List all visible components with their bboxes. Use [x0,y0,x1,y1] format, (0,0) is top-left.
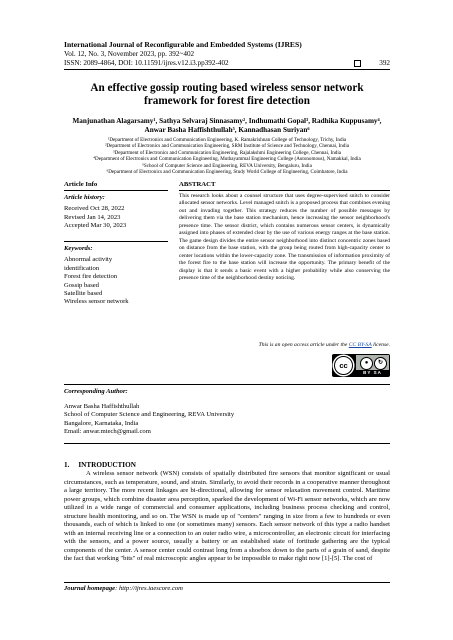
page-number-group [354,59,390,67]
received-date: Received Oct 28, 2022 [64,205,125,213]
cc-logo-icon: cc [334,356,353,375]
cc-by-sa-link[interactable]: CC BY-SA [348,342,372,348]
affiliation-item: ¹Department of Electronics and Communication Engineering, K. Ramakrishnan College of Technology, Trichy, India [107,137,347,143]
affiliations [64,137,390,175]
corresponding-city: Bangalore, Karnataka, India [64,419,139,427]
corresponding-dept: School of Computer Science and Engineering, REVA University [64,411,235,418]
journal-name: International Journal of Reconfigurable and Embedded Systems (IJRES) [64,40,302,49]
header-rule [64,69,390,70]
person-icon: ● [360,357,373,370]
journal-volume: Vol. 12, No. 3, November 2023, pp. 392~402 [64,50,195,58]
license-prefix: This is an open access article under the [258,342,349,348]
affiliation-item: ²Department of Electronics and Communication Engineering, SRM Institute of Science and Technology, Chennai, India [104,143,350,150]
article-info-heading: Article Info [64,181,98,188]
keywords-label: Keywords: [64,245,93,252]
issn-doi: ISSN: 2089-4864, DOI: 10.11591/ijres.v12.i3.pp392-402 [64,59,229,67]
history-rule [64,241,168,242]
keyword-item: Forest fire detection [64,273,118,281]
corresponding-label: Corresponding Author: [64,388,128,395]
keyword-item: identification [64,264,100,272]
history-label: Article history: [64,194,105,201]
affiliation-item: ⁵School of Computer Science and Engineering, REVA University, Bengaluru, India [142,162,312,169]
homepage-url[interactable]: : http://ijres.iaescore.com [115,585,183,592]
author-list: Manjunathan Alagarsamy¹, Sathya Selvaraj Sinnasamy², Indhumathi Gopal³, Radhika Kuppusamy⁴, Anwar Basha Haffishthullah⁵, Kannadhasan Suriyan⁶ [72,117,382,134]
keyword-item: Wireless sensor network [64,298,129,306]
keywords-block [64,245,168,307]
accepted-date: Accepted Mar 30, 2023 [64,222,127,230]
license-notice [179,342,390,348]
cc-sa-label: SA [373,370,382,375]
keyword-item: Satellite based [64,290,103,298]
cc-badge-panel [356,355,389,376]
paper-title: An effective gossip routing based wireless sensor network framework for forest fire detection [90,82,364,108]
intro-paragraph: A wireless sensor network (WSN) consists of spatially distributed fire sensors that monitor significant or usual circumstances, such as temperature, sound, and strain. Similarly, to avoid their records in a cooperative manner throughout a large territory. The more recent linkages are bi-directional, allowing for sensor relaxation movement control. Maritime power groups, which combine disaster area perception, sparked the development of Wi-Fi sensor networks, which are now utilized in a wide range of commercial and consumer applications, including business process checking and control, structure health monitoring, and so on. The WSN is made up of "centers" ranging in size from a few to hundreds or even thousands, each of which is linked to one (or sometimes many) sensors. Each sensor network of this type a radio handset with an internal receiving line or a connection to an outer radio wire, a microcontroller, an electronic circuit for interfacing with the sensors, and a power source, usually a battery or an established state of fortitude gathering are the typical components of the center. A sensor center could contrast long from a shoebox down to the parts of a grain of sand, despite the fact that working "bits" of real microscopic angles appear to be impossible to make right now [1]-[5]. The cost of [64,470,390,563]
keyword-item: Abnormal activity [64,256,113,264]
journal-homepage [64,585,183,592]
affiliation-item: ³Department of Electronics and Communication Engineering, Rajalakshmi Engineering College, Chennai, India [113,149,341,156]
abstract-text: This research looks about a counsel structure that uses degree-supervised snitch to consider allocated sensor networks. Level managed snitch is a proposed process that combines evening out and invading together. This strategy reduces the number of possible messages by delivering them via the base station mechanism, hence increasing the sensor neighborhood's presence time. The sensor district, which contains numerous sensor centers, is dynamically assigned into phases of extended clear by the use of various energy ranges at the base station. The game design divides the entire sensor neighborhood into distinct concentric zones based on distance from the base station, with the group being routed from high-capacity center to center locations within the lower-capacity zone. The transmission of information proximity of the forest fire to the base station will increase the opportunity. The primary benefit of the display is that it sends a basic event with a higher probability while also conserving the presence time of the neighborhood destiny noticing. [179,193,390,281]
article-info-rule [64,190,168,191]
corresponding-author [64,388,390,437]
affiliation-item: ⁶Department of Electronics and Communication Engineering, Study World College of Engineering, Coimbatore, India [106,169,348,176]
article-history [64,194,168,231]
cc-badge-bar [356,370,389,376]
journal-issn [64,59,390,67]
cc-by-sa-badge[interactable] [332,354,390,377]
section-heading: 1. INTRODUCTION [64,461,136,469]
revised-date: Revised Jan 14, 2023 [64,213,121,221]
corresponding-name: Anwar Basha Haffishthullah [64,402,140,410]
cc-by-label: BY [363,370,372,375]
abstract-bottom-rule [64,384,390,385]
share-alike-icon: ↻ [374,357,387,370]
affiliation-item: ⁴Department of Electronics and Communication Engineering, Muthayammal Engineering College (Autonomous), Namakkal, India [93,156,361,163]
box-icon [354,60,361,67]
footer-rule [64,582,390,583]
corresponding-email: Email: anwar.mtech@gmail.com [64,428,151,435]
keyword-item: Gossip based [64,281,99,289]
abstract-heading: ABSTRACT [179,181,216,188]
homepage-label: Journal homepage [64,585,116,592]
corresponding-rule [64,443,390,444]
page-number: 392 [379,59,390,67]
license-suffix: license. [371,342,390,348]
abstract-rule [179,190,390,191]
